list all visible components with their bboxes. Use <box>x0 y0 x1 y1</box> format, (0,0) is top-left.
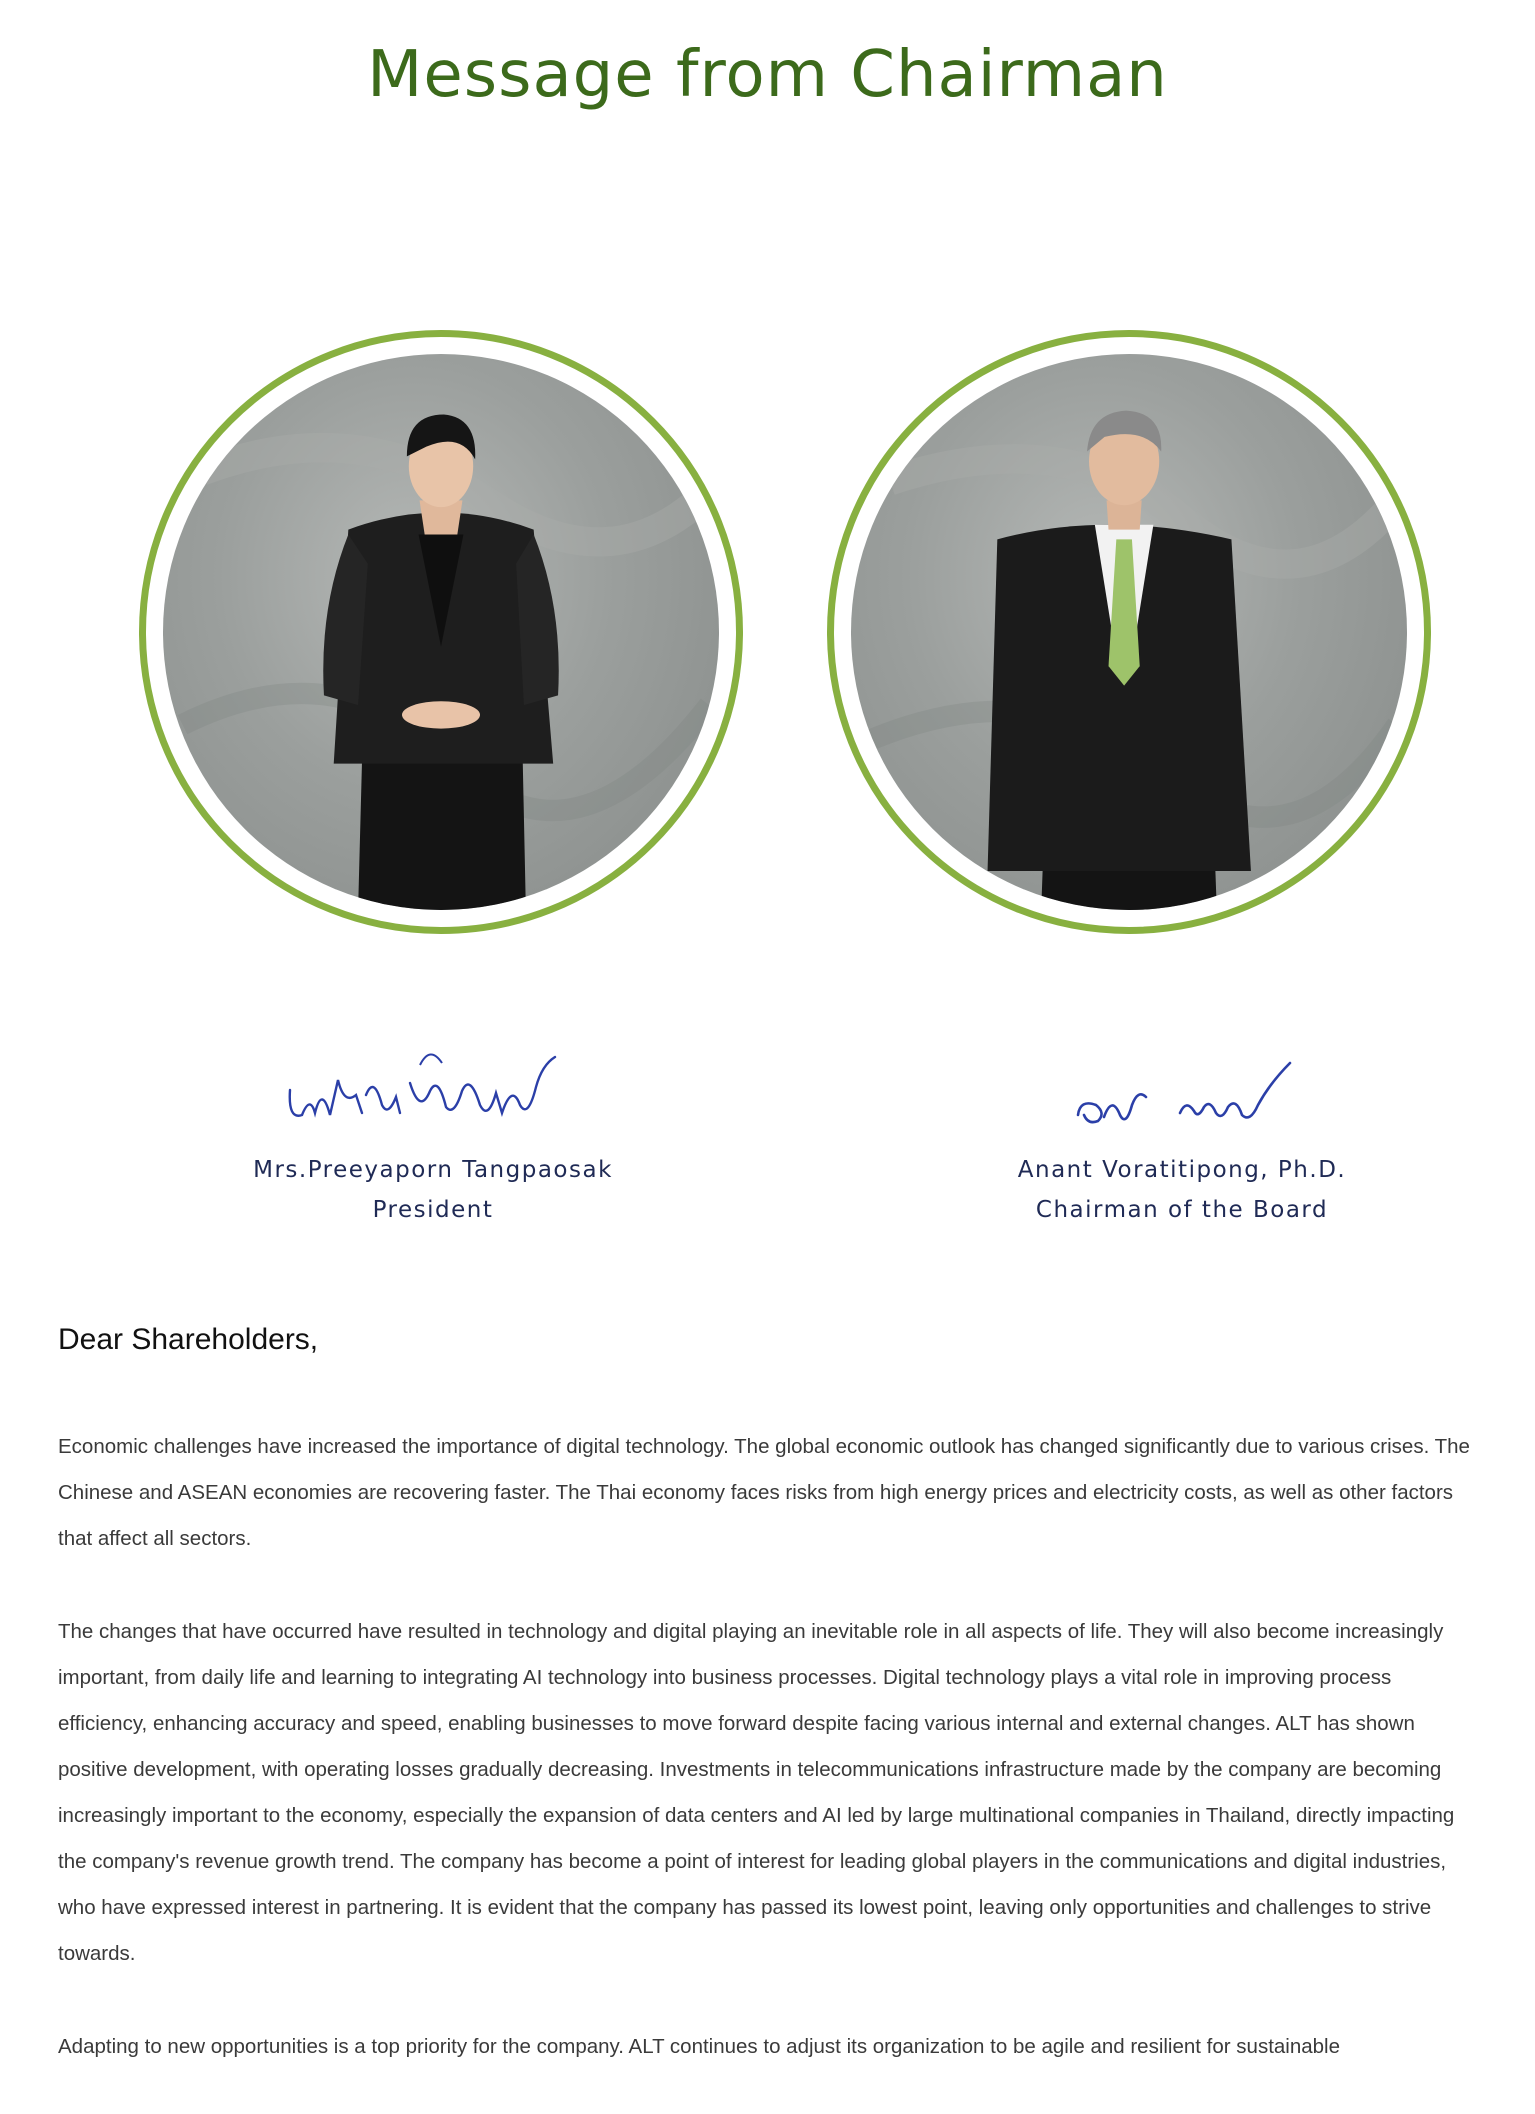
chairman-photo <box>851 354 1407 910</box>
chairman-role: Chairman of the Board <box>1035 1197 1329 1223</box>
chairman-signature <box>1070 1055 1310 1135</box>
president-role: President <box>372 1197 494 1223</box>
portrait-backdrop <box>163 354 719 910</box>
president-signature <box>270 1035 565 1145</box>
body-paragraph: Adapting to new opportunities is a top priority for the company. ALT continues to adjust its organization to be agile and resilient for sustainable <box>58 2035 1341 2058</box>
salutation: Dear Shareholders, <box>58 1323 319 1356</box>
portrait-backdrop <box>851 354 1407 910</box>
chairman-name: Anant Voratitipong, Ph.D. <box>1017 1157 1347 1183</box>
president-portrait <box>139 330 743 934</box>
chairman-caption <box>922 1150 1442 1230</box>
president-caption <box>173 1150 693 1230</box>
chairman-portrait <box>827 330 1431 934</box>
president-name: Mrs.Preeyaporn Tangpaosak <box>253 1157 613 1183</box>
president-photo <box>163 354 719 910</box>
body-paragraph: The changes that have occurred have resulted in technology and digital playing an inevitable role in all aspects of life. They will also become increasingly important, from daily life and learning to integrating AI technology into business processes. Digital technology plays a vital role in improving process efficiency, enhancing accuracy and speed, enabling businesses to move forward despite facing various internal and external changes. ALT has shown positive development, with operating losses gradually decreasing. Investments in telecommunications infrastructure made by the company are becoming increasingly important to the economy, especially the expansion of data centers and AI led by large multinational companies in Thailand, directly impacting the company's revenue growth trend. The company has become a point of interest for leading global players in the communications and digital industries, who have expressed interest in partnering. It is evident that the company has passed its lowest point, leaving only opportunities and challenges to strive towards. <box>58 1620 1455 1965</box>
page-title: Message from Chairman <box>367 38 1168 112</box>
body-paragraph: Economic challenges have increased the importance of digital technology. The global economic outlook has changed significantly due to various crises. The Chinese and ASEAN economies are recovering faster. The Thai economy faces risks from high energy prices and electricity costs, as well as other factors that affect all sectors. <box>58 1435 1470 1550</box>
